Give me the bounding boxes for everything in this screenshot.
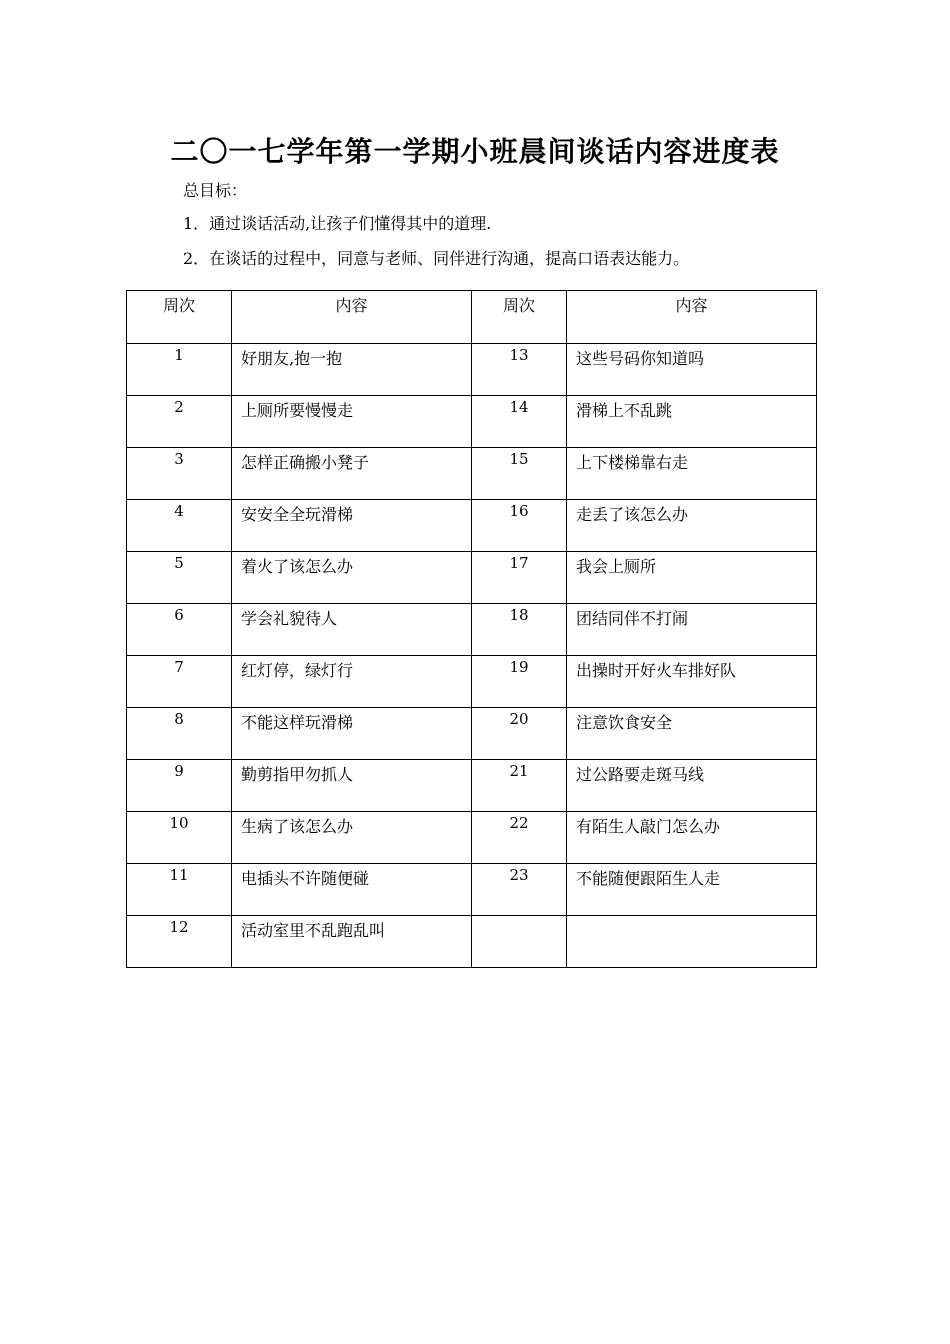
week-cell	[127, 760, 232, 812]
week-number: 4	[174, 502, 184, 520]
content-cell	[232, 552, 472, 604]
week-cell	[472, 916, 567, 968]
goal-item-1: 1．通过谈话活动,让孩子们懂得其中的道理.	[183, 214, 492, 233]
content-cell	[567, 656, 817, 708]
topic-text: 着火了该怎么办	[241, 557, 354, 576]
content-cell	[232, 656, 472, 708]
topic-text: 生病了该怎么办	[241, 817, 354, 836]
goals-label: 总目标：	[183, 181, 248, 200]
week-number: 12	[169, 918, 189, 936]
content-cell	[232, 500, 472, 552]
topic-text: 上下楼梯靠右走	[576, 453, 689, 472]
topic-text: 不能这样玩滑梯	[241, 713, 354, 732]
week-number: 11	[169, 866, 189, 884]
week-cell	[127, 812, 232, 864]
table-header-row	[127, 291, 817, 344]
week-number: 3	[174, 450, 184, 468]
week-cell	[127, 448, 232, 500]
week-number: 17	[509, 554, 529, 572]
week-cell	[472, 656, 567, 708]
header-week-left-label: 周次	[162, 296, 195, 315]
table-row	[127, 604, 817, 656]
table-row	[127, 864, 817, 916]
week-cell	[127, 656, 232, 708]
table-row	[127, 916, 817, 968]
content-cell	[567, 448, 817, 500]
table-row	[127, 656, 817, 708]
content-cell	[232, 448, 472, 500]
topic-text: 电插头不许随便碰	[241, 869, 370, 888]
content-cell	[232, 760, 472, 812]
content-cell	[232, 864, 472, 916]
week-cell	[472, 448, 567, 500]
week-cell	[472, 864, 567, 916]
header-week-right-label: 周次	[502, 296, 535, 315]
week-number: 7	[174, 658, 184, 676]
table-row	[127, 552, 817, 604]
content-cell	[567, 916, 817, 968]
content-cell	[567, 760, 817, 812]
week-cell	[127, 864, 232, 916]
week-number: 18	[509, 606, 529, 624]
topic-text	[567, 916, 816, 918]
week-cell	[472, 708, 567, 760]
week-number: 21	[509, 762, 529, 780]
topic-text: 这些号码你知道吗	[576, 349, 705, 368]
content-cell	[567, 344, 817, 396]
topic-text: 好朋友,抱一抱	[241, 349, 343, 368]
table-row	[127, 708, 817, 760]
content-cell	[232, 344, 472, 396]
week-number: 6	[174, 606, 184, 624]
topic-text: 我会上厕所	[576, 557, 657, 576]
header-content-left	[232, 291, 472, 344]
table-row	[127, 344, 817, 396]
header-content-right	[567, 291, 817, 344]
week-cell	[472, 812, 567, 864]
topic-text: 红灯停，绿灯行	[241, 661, 354, 680]
table-row	[127, 500, 817, 552]
header-content-left-label: 内容	[335, 296, 368, 315]
content-cell	[232, 916, 472, 968]
week-cell	[127, 708, 232, 760]
topic-text: 团结同伴不打闹	[576, 609, 689, 628]
header-week-left	[127, 291, 232, 344]
week-number: 1	[174, 346, 184, 364]
week-cell	[472, 396, 567, 448]
topic-text: 滑梯上不乱跳	[576, 401, 673, 420]
week-number: 15	[509, 450, 529, 468]
topic-text: 出操时开好火车排好队	[576, 661, 737, 680]
week-cell	[127, 604, 232, 656]
content-cell	[567, 396, 817, 448]
week-number	[472, 916, 566, 918]
week-cell	[127, 552, 232, 604]
content-cell	[567, 812, 817, 864]
week-number: 5	[174, 554, 184, 572]
topic-text: 学会礼貌待人	[241, 609, 338, 628]
week-number: 2	[174, 398, 184, 416]
week-cell	[472, 500, 567, 552]
content-cell	[567, 500, 817, 552]
header-week-right	[472, 291, 567, 344]
week-number: 9	[174, 762, 184, 780]
topic-text: 怎样正确搬小凳子	[241, 453, 370, 472]
topic-text: 上厕所要慢慢走	[241, 401, 354, 420]
topic-text: 走丢了该怎么办	[576, 505, 689, 524]
week-cell	[127, 344, 232, 396]
week-cell	[127, 500, 232, 552]
content-cell	[232, 396, 472, 448]
table-row	[127, 760, 817, 812]
content-cell	[567, 864, 817, 916]
page-title: 二〇一七学年第一学期小班晨间谈话内容进度表	[170, 135, 780, 168]
week-number: 10	[169, 814, 189, 832]
topic-text: 勤剪指甲勿抓人	[241, 765, 354, 784]
header-content-right-label: 内容	[675, 296, 708, 315]
content-cell	[567, 708, 817, 760]
schedule-table	[126, 290, 817, 968]
topic-text: 过公路要走斑马线	[576, 765, 705, 784]
week-cell	[472, 760, 567, 812]
topic-text: 注意饮食安全	[576, 713, 673, 732]
content-cell	[567, 552, 817, 604]
week-number: 22	[509, 814, 529, 832]
goal-item-2: 2．在谈话的过程中，同意与老师、同伴进行沟通，提高口语表达能力。	[183, 249, 690, 268]
content-cell	[232, 812, 472, 864]
week-cell	[472, 344, 567, 396]
week-number: 13	[509, 346, 529, 364]
topic-text: 安安全全玩滑梯	[241, 505, 354, 524]
content-cell	[567, 604, 817, 656]
week-number: 14	[509, 398, 529, 416]
content-cell	[232, 604, 472, 656]
week-cell	[472, 604, 567, 656]
topic-text: 有陌生人敲门怎么办	[576, 817, 721, 836]
topic-text: 不能随便跟陌生人走	[576, 869, 721, 888]
table-row	[127, 448, 817, 500]
table-row	[127, 396, 817, 448]
table-row	[127, 812, 817, 864]
content-cell	[232, 708, 472, 760]
week-number: 23	[509, 866, 529, 884]
week-number: 8	[174, 710, 184, 728]
topic-text: 活动室里不乱跑乱叫	[241, 921, 386, 940]
week-cell	[127, 916, 232, 968]
schedule-body	[127, 344, 817, 968]
week-number: 16	[509, 502, 529, 520]
week-number: 20	[509, 710, 529, 728]
week-number: 19	[509, 658, 529, 676]
week-cell	[472, 552, 567, 604]
week-cell	[127, 396, 232, 448]
